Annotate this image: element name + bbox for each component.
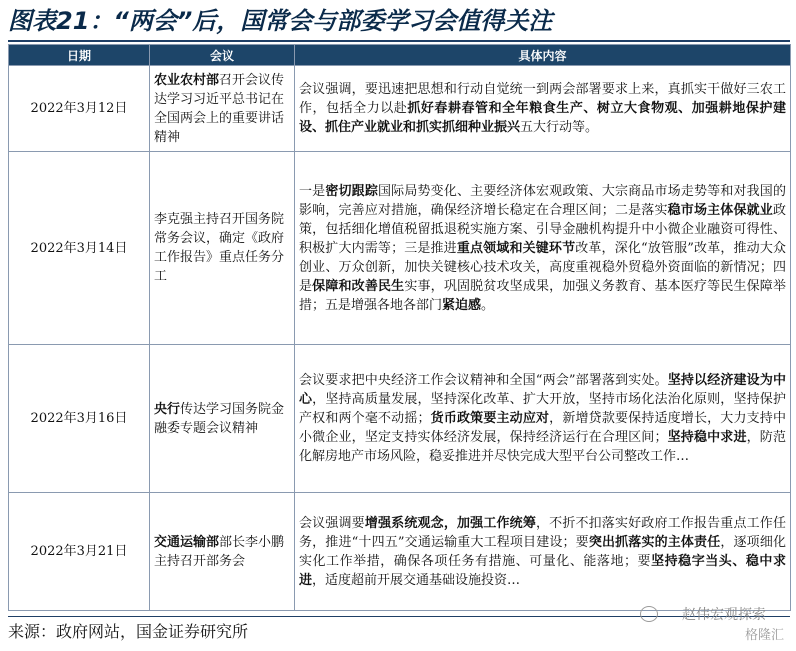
text-segment: ，坚持高质量发展，坚持深化改革、扩大开放，坚持市场化法治化原则，坚持保护产权和两个毫不动摇；	[299, 392, 786, 426]
bold-text-segment: 坚持稳字当头、稳中求进	[299, 553, 786, 588]
watermark-site: 格隆汇	[744, 628, 784, 643]
text-segment: ，防范化解房地产市场风险，稳妥推进并尽快完成大型平台公司整改工作…	[299, 430, 786, 464]
figure-title: 图表21：“两会”后，国常会与部委学习会值得关注	[8, 7, 553, 35]
row-content	[295, 345, 791, 493]
row-meeting	[150, 345, 295, 493]
table-row	[9, 345, 791, 493]
bold-text-segment: 坚持以经济建设为中心	[299, 373, 786, 407]
text-segment: ，不折不扣落实好政府工作报告重点工作任务，推进“十四五”交通运输重大工程项目建设；要	[299, 515, 786, 550]
text-segment: 五大行动等。	[520, 120, 599, 135]
bold-text-segment: 货币政策要主动应对	[430, 411, 550, 426]
meetings-table	[8, 44, 791, 611]
bold-text-segment: 坚持稳中求进	[667, 430, 747, 445]
table-header-row	[9, 45, 791, 66]
title-divider	[8, 40, 790, 42]
bold-text-segment: 保障和改善民生	[312, 278, 405, 294]
row-content	[295, 493, 791, 611]
text-segment: 李克强主持召开国务院常务会议，确定《政府工作报告》重点任务分工	[154, 212, 285, 284]
text-segment: ，逐项细化实化工作举措，确保各项任务有措施、可量化、能落地；要	[299, 534, 786, 569]
text-segment: 会议强调，要迅速把思想和行动自觉统一到两会部署要求上来，真抓实干做好三农工作，包括全力以赴	[299, 82, 786, 116]
watermark-account: 赵伟宏观探索	[682, 607, 766, 623]
row-meeting	[150, 493, 295, 611]
row-date: 2022年3月12日	[9, 66, 150, 152]
row-date: 2022年3月16日	[9, 345, 150, 493]
bold-text-segment: 农业农村部	[154, 72, 220, 88]
text-segment: 传达学习国务院金融委专题会议精神	[154, 401, 285, 436]
table-row	[9, 152, 791, 345]
text-segment: 实事，巩固脱贫攻坚成果，加强义务教育、基本医疗等民生保障举措；五是增强各地各部门	[299, 278, 786, 313]
bold-text-segment: 交通运输部	[154, 534, 220, 550]
text-segment: 会议强调要	[299, 515, 365, 531]
bold-text-segment: 密切跟踪	[325, 183, 379, 199]
text-segment: ，适度超前开展交通基础设施投资…	[312, 572, 521, 588]
bold-text-segment: 稳市场主体保就业	[667, 202, 773, 218]
header-date: 日期	[9, 45, 150, 66]
watermark	[588, 604, 788, 644]
wechat-icon	[640, 606, 658, 622]
row-meeting	[150, 152, 295, 345]
bold-text-segment: 突出抓落实的主体责任	[588, 534, 721, 550]
row-content	[295, 66, 791, 152]
bold-text-segment: 央行	[154, 401, 181, 417]
text-segment: 国际局势变化、主要经济体宏观政策、大宗商品市场走势等和对我国的影响，完善应对措施，确保经济增长稳定在合理区间；二是落实	[299, 183, 786, 218]
header-meeting: 会议	[150, 45, 295, 66]
bold-text-segment: 抓好春耕春管和全年粮食生产、树立大食物观、加强耕地保护建设、抓住产业就业和抓实抓细种业振兴	[299, 101, 786, 135]
text-segment: ，新增贷款要保持适度增长，大力支持中小微企业，坚定支持实体经济发展，保持经济运行在合理区间；	[299, 411, 786, 445]
text-segment: 一是	[299, 183, 326, 199]
source-note: 来源：政府网站，国金证券研究所	[8, 622, 249, 641]
text-segment: 。	[481, 297, 495, 313]
header-content: 具体内容	[295, 45, 791, 66]
text-segment: 会议要求把中央经济工作会议精神和全国“两会”部署落到实处。	[299, 373, 668, 388]
row-meeting	[150, 66, 295, 152]
text-segment: 政策，包括细化增值税留抵退税实施方案、引导金融机构提升中小微企业融资可得性、积极扩大内需等；三是推进	[299, 202, 786, 256]
row-content	[295, 152, 791, 345]
bold-text-segment: 重点领域和关键环节	[456, 240, 576, 256]
bold-text-segment: 增强系统观念，加强工作统筹	[364, 515, 536, 531]
table-row	[9, 493, 791, 611]
text-segment: 改革，深化“放管服”改革，推动大众创业、万众创新，加快关键核心技术攻关，高度重视稳外贸稳外资面临的新情况；四是	[299, 240, 786, 294]
bold-text-segment: 紧迫感	[442, 297, 482, 313]
text-segment: 部长李小鹏主持召开部务会	[154, 534, 285, 569]
row-date: 2022年3月21日	[9, 493, 150, 611]
text-segment: 召开会议传达学习习近平总书记在全国两会上的重要讲话精神	[154, 72, 285, 145]
row-date: 2022年3月14日	[9, 152, 150, 345]
table-row	[9, 66, 791, 152]
